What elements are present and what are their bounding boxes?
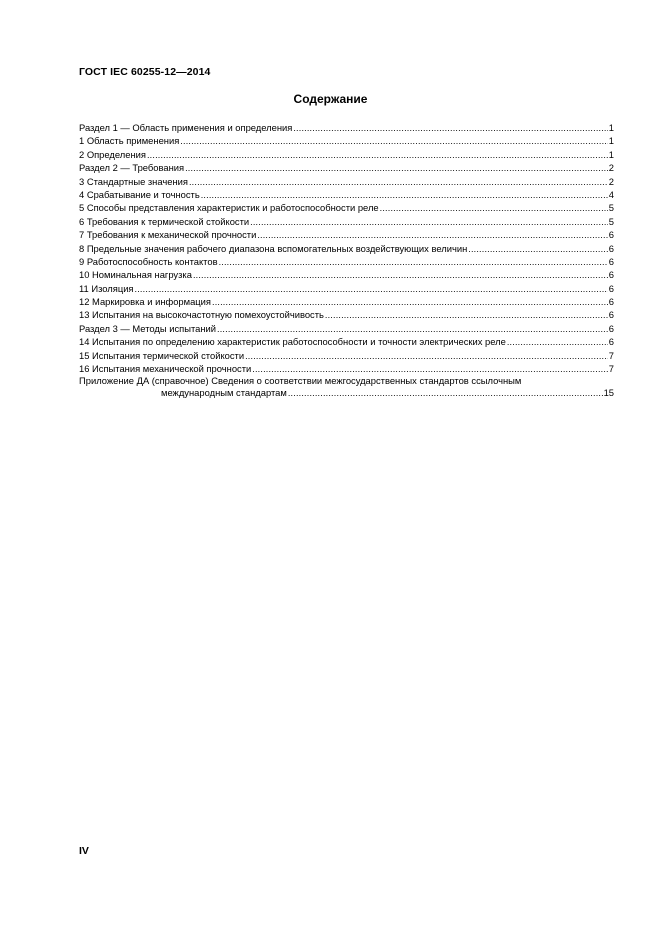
toc-leader-dots	[245, 350, 608, 363]
toc-entry[interactable]	[79, 242, 614, 255]
toc-entry-page: 6	[608, 296, 614, 308]
toc-leader-dots	[468, 243, 608, 256]
toc-entry-label: 7 Требования к механической прочности	[79, 229, 257, 241]
toc-entry[interactable]	[79, 148, 614, 161]
toc-entry[interactable]	[79, 308, 614, 321]
toc-leader-dots	[189, 176, 608, 189]
document-code-header: ГОСТ IEC 60255-12—2014	[79, 66, 211, 78]
table-of-contents	[79, 121, 614, 399]
toc-entry[interactable]	[79, 201, 614, 214]
toc-entry-page: 6	[608, 282, 614, 294]
toc-entry-label: 8 Предельные значения рабочего диапазона вспомогательных воздействующих величин	[79, 242, 468, 254]
toc-entry-page: 1	[608, 135, 614, 147]
toc-appendix-label-continued: международным стандартам	[161, 387, 287, 399]
toc-entry-label: 1 Область применения	[79, 135, 180, 147]
toc-entry-label: Раздел 1 — Область применения и определения	[79, 122, 293, 133]
toc-entry-page: 7	[608, 363, 614, 375]
toc-entry[interactable]	[79, 282, 614, 295]
toc-leader-dots	[293, 122, 607, 135]
toc-entry[interactable]	[79, 322, 614, 335]
toc-entry-label: 9 Работоспособность контактов	[79, 255, 218, 267]
toc-leader-dots	[201, 189, 608, 202]
toc-entry[interactable]	[79, 228, 614, 241]
toc-leader-dots	[217, 323, 608, 336]
toc-appendix-label: Приложение ДА (справочное) Сведения о соответствии межгосударственных стандартов ссылочным	[79, 375, 522, 387]
toc-entry-page: 1	[608, 148, 614, 160]
toc-entry-label: 3 Стандартные значения	[79, 175, 188, 187]
toc-appendix-page: 15	[603, 387, 614, 399]
toc-entry-page: 6	[608, 336, 614, 348]
toc-entry[interactable]	[79, 134, 614, 147]
toc-entry[interactable]	[79, 295, 614, 308]
toc-entry-page: 5	[608, 215, 614, 227]
toc-entry-label: 2 Определения	[79, 148, 146, 160]
toc-leader-dots	[252, 363, 608, 376]
toc-title: Содержание	[293, 92, 368, 106]
toc-leader-dots	[507, 336, 608, 349]
toc-leader-dots	[185, 162, 608, 175]
toc-leader-dots	[257, 229, 607, 242]
toc-entry[interactable]	[79, 255, 614, 268]
toc-entry-label: 15 Испытания термической стойкости	[79, 349, 245, 361]
toc-leader-dots	[193, 269, 608, 282]
toc-leader-dots	[147, 149, 608, 162]
toc-entry-page: 6	[608, 269, 614, 281]
toc-leader-dots	[250, 216, 608, 229]
toc-leader-dots	[135, 283, 608, 296]
toc-entry-page: 7	[608, 349, 614, 361]
toc-entry[interactable]	[79, 362, 614, 375]
toc-entry-page: 6	[608, 242, 614, 254]
toc-entry-page: 5	[608, 202, 614, 214]
toc-leader-dots	[380, 202, 608, 215]
page-number: IV	[79, 845, 89, 857]
toc-entry-page: 6	[608, 322, 614, 334]
toc-entry[interactable]	[79, 175, 614, 188]
toc-entry-page: 4	[608, 188, 614, 200]
toc-entry-label: 14 Испытания по определению характеристик работоспособности и точности электрических реле	[79, 336, 506, 348]
toc-appendix-entry[interactable]	[79, 375, 614, 399]
toc-entry[interactable]	[79, 349, 614, 362]
toc-entry-label: 6 Требования к термической стойкости	[79, 215, 250, 227]
toc-entry-label: 16 Испытания механической прочности	[79, 363, 252, 375]
toc-entry-page: 6	[608, 229, 614, 241]
toc-entry[interactable]	[79, 188, 614, 201]
toc-entry[interactable]	[79, 268, 614, 281]
toc-entry-label: 12 Маркировка и информация	[79, 296, 211, 308]
toc-entry-label: 13 Испытания на высокочастотную помехоустойчивость	[79, 309, 324, 321]
toc-leader-dots	[219, 256, 608, 269]
toc-entry[interactable]	[79, 161, 614, 174]
toc-entry-label: Раздел 2 — Требования	[79, 162, 185, 174]
toc-leader-dots	[212, 296, 608, 309]
toc-entry[interactable]	[79, 121, 614, 134]
toc-entry-label: Раздел 3 — Методы испытаний	[79, 322, 217, 334]
toc-entry-page: 6	[608, 255, 614, 267]
toc-entry-label: 11 Изоляция	[79, 282, 134, 294]
toc-entry-page: 2	[608, 175, 614, 187]
toc-entry-page: 6	[608, 309, 614, 321]
toc-entry-label: 10 Номинальная нагрузка	[79, 269, 192, 281]
toc-entry-label: 4 Срабатывание и точность	[79, 188, 200, 200]
toc-entry-label: 5 Способы представления характеристик и работоспособности реле	[79, 202, 379, 214]
toc-entry-page: 1	[608, 122, 614, 133]
toc-leader-dots	[325, 309, 608, 322]
toc-leader-dots	[180, 135, 607, 148]
toc-entry[interactable]	[79, 335, 614, 348]
toc-appendix-line	[79, 387, 614, 399]
toc-appendix-line	[79, 375, 614, 387]
toc-leader-dots	[288, 387, 603, 399]
toc-entry[interactable]	[79, 215, 614, 228]
toc-entry-page: 2	[608, 162, 614, 174]
